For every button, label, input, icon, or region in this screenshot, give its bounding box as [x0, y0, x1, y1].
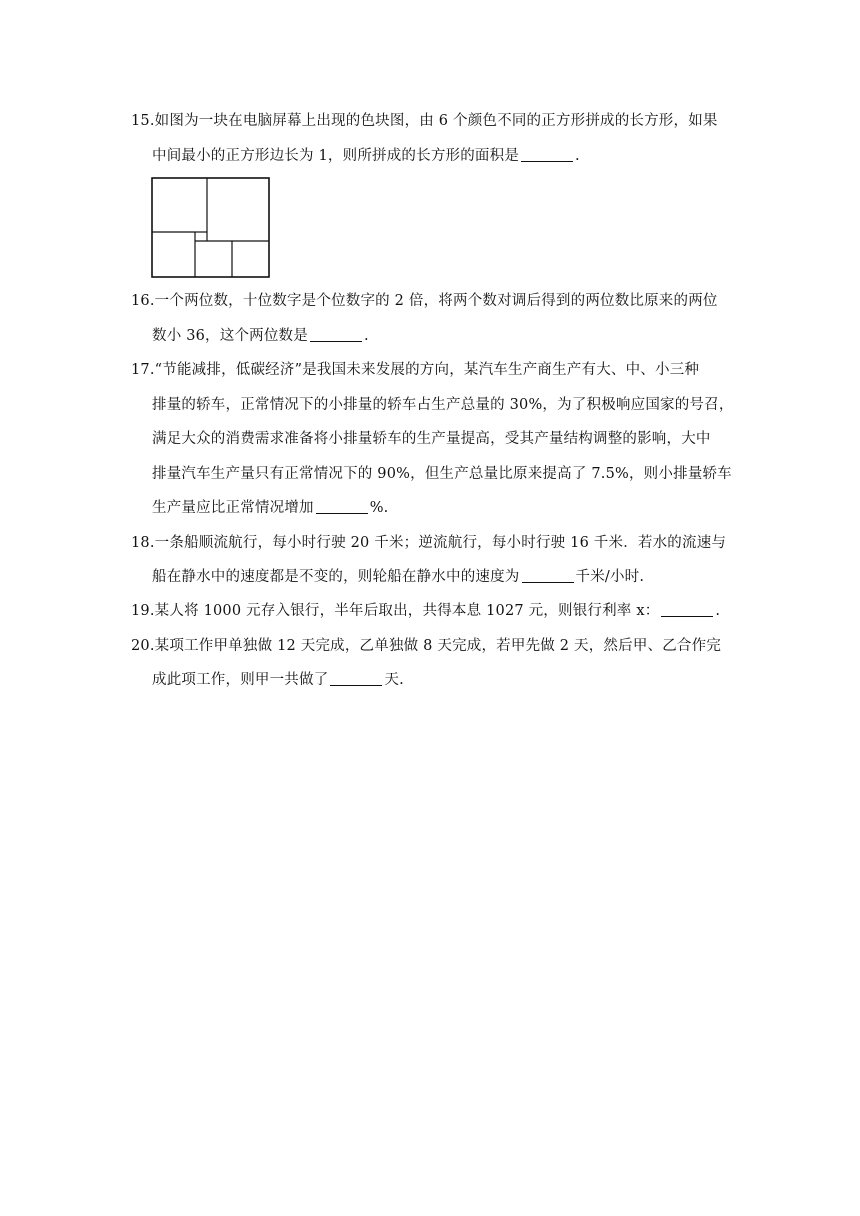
question-16-text-2: 数小 36，这个两位数是 — [152, 328, 308, 344]
question-17-line-1 — [131, 360, 699, 380]
question-18-line-1 — [131, 533, 726, 553]
question-20-text-2: 成此项工作，则甲一共做了 — [152, 672, 329, 688]
question-15-line-1 — [131, 111, 718, 131]
question-19-suffix: . — [715, 603, 721, 619]
outer-rectangle — [152, 178, 269, 277]
rectangle-squares-figure — [151, 177, 270, 278]
question-17-line-3 — [152, 429, 711, 449]
question-15-number: 15. — [131, 113, 155, 129]
question-16-suffix: . — [363, 328, 369, 344]
answer-blank-19[interactable] — [661, 602, 713, 617]
question-16-line-1 — [131, 291, 718, 311]
question-15-suffix: . — [575, 148, 580, 164]
answer-blank-15[interactable] — [521, 147, 573, 162]
question-18-text-1: 一条船顺流航行，每小时行驶 20 千米；逆流航行，每小时行驶 16 千米．若水的流速与 — [154, 535, 727, 551]
question-20-suffix: 天. — [384, 672, 404, 688]
question-17-line-4 — [152, 464, 732, 484]
question-18-line-2 — [152, 567, 644, 587]
question-18-number: 18. — [131, 535, 155, 551]
question-19-line-1 — [131, 601, 720, 621]
question-17-text-3: 满足大众的消费需求准备将小排量轿车的生产量提高，受其产量结构调整的影响，大中 — [152, 431, 711, 447]
question-20-number: 20. — [131, 638, 155, 654]
question-17-text-2: 排量的轿车，正常情况下的小排量的轿车占生产总量的 30%，为了积极响应国家的号召， — [152, 397, 734, 413]
question-18-text-2: 船在静水中的速度都是不变的，则轮船在静水中的速度为 — [152, 569, 520, 585]
question-16-text-1: 一个两位数，十位数字是个位数字的 2 倍，将两个数对调后得到的两位数比原来的两位 — [154, 293, 718, 309]
question-18-suffix: 千米/小时. — [575, 569, 645, 585]
answer-blank-16[interactable] — [310, 327, 362, 342]
question-17-number: 17. — [131, 362, 155, 378]
question-17-text-4: 排量汽车生产量只有正常情况下的 90%，但生产总量比原来提高了 7.5%，则小排量轿车 — [152, 466, 732, 482]
question-15-text-2: 中间最小的正方形边长为 1，则所拼成的长方形的面积是 — [152, 148, 520, 164]
question-20-line-1 — [131, 636, 721, 656]
question-16-line-2 — [152, 326, 369, 346]
question-15-text-1: 如图为一块在电脑屏幕上出现的色块图，由 6 个颜色不同的正方形拼成的长方形，如果 — [154, 113, 718, 129]
question-15-line-2 — [152, 146, 580, 166]
question-19-number: 19. — [131, 603, 155, 619]
question-17-text-5: 生产量应比正常情况增加 — [152, 500, 314, 516]
answer-blank-17[interactable] — [316, 499, 368, 514]
question-20-text-1: 某项工作甲单独做 12 天完成，乙单独做 8 天完成，若甲先做 2 天，然后甲、乙合作完 — [154, 638, 722, 654]
answer-blank-20[interactable] — [330, 671, 382, 686]
question-17-line-5 — [152, 498, 389, 518]
question-19-text-1: 某人将 1000 元存入银行，半年后取出，共得本息 1027 元，则银行利率 x： — [154, 603, 660, 619]
question-20-line-2 — [152, 670, 404, 690]
squares-diagram — [151, 177, 270, 278]
question-16-number: 16. — [131, 293, 155, 309]
answer-blank-18[interactable] — [522, 568, 574, 583]
question-17-text-1: “节能减排，低碳经济”是我国未来发展的方向，某汽车生产商生产有大、中、小三种 — [154, 362, 700, 378]
question-17-suffix: %. — [369, 500, 389, 516]
question-17-line-2 — [152, 395, 734, 415]
